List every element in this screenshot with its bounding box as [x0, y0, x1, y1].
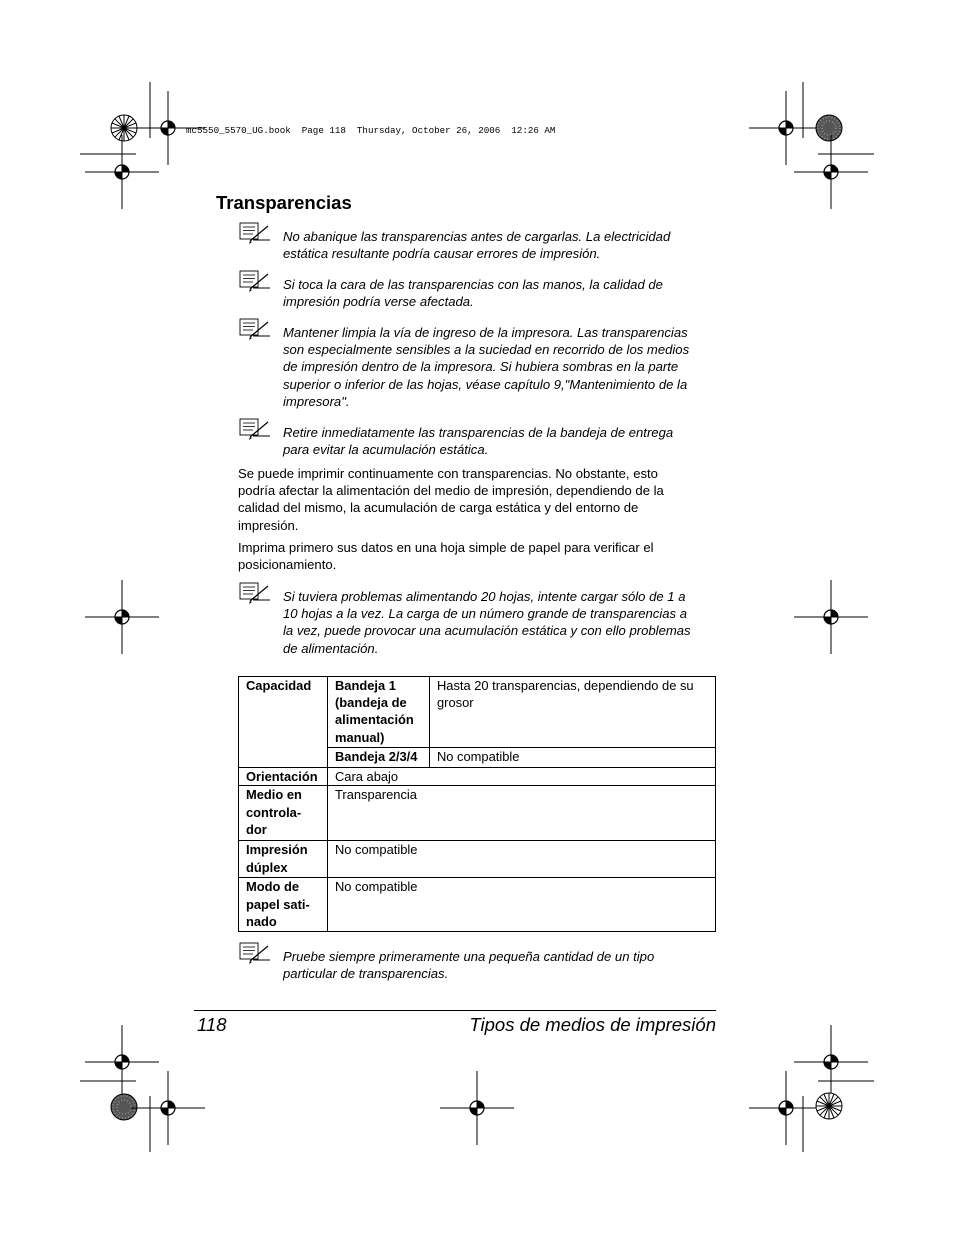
registration-cross — [440, 1071, 514, 1145]
registration-cross — [749, 91, 823, 165]
footer-rule — [194, 1010, 716, 1011]
table-value-cell: No compatible — [328, 878, 716, 932]
registration-cross — [85, 1025, 159, 1099]
table-row — [239, 768, 716, 786]
note-text: No abanique las transparencias antes de cargarlas. La electricidad estática resultante podría causar errores de impresión. — [283, 229, 671, 262]
note-text: Mantener limpia la vía de ingreso de la impresora. Las transparencias son especialmente sensibles a la suciedad en recorrido de los medios de impresión dentro de la impresora. Si hubiera sombras en la parte superior o inferior de las hojas, véase capítulo 9,"Mantenimiento de la impresora". — [283, 325, 690, 409]
note-icon — [239, 222, 272, 246]
table-value-cell: Cara abajo — [328, 768, 716, 786]
registration-cross — [85, 580, 159, 654]
chapter-title: Tipos de medios de impresión — [469, 1014, 716, 1035]
note-icon — [239, 582, 272, 606]
body-paragraph: Se puede imprimir continuamente con transparencias. No obstante, esto podría afectar la alimentación del medio de impresión, dependiendo de la calidad del mismo, la acumulación de carga estática y del entorno de impresión. — [238, 466, 664, 533]
note-icon — [239, 418, 272, 442]
note-text: Retire inmediatamente las transparencias de la bandeja de entrega para evitar la acumulación estática. — [283, 425, 674, 458]
section-title: Transparencias — [216, 192, 352, 213]
table-label-cell: Impresión dúplex — [239, 841, 328, 878]
registration-disk — [111, 1094, 137, 1120]
table-row — [239, 878, 716, 932]
registration-disk — [816, 115, 842, 141]
registration-cross — [85, 135, 159, 209]
transparency-spec-table — [238, 676, 716, 932]
registration-cross — [749, 1071, 823, 1145]
registration-cross — [131, 1071, 205, 1145]
note-text: Si toca la cara de las transparencias con las manos, la calidad de impresión podría verse afectada. — [283, 277, 663, 310]
table-value-cell: Transparencia — [328, 786, 716, 841]
table-sublabel-cell: Bandeja 2/3/4 — [328, 748, 430, 768]
note-text: Pruebe siempre primeramente una pequeña cantidad de un tipo particular de transparencias. — [283, 949, 655, 982]
print-slug: mc5550_5570_UG.book Page 118 Thursday, October 26, 2006 12:26 AM — [186, 125, 556, 136]
note-text: Si tuviera problemas alimentando 20 hojas, intente cargar sólo de 1 a 10 hojas a la vez. La carga de un número grande de transparencias a la vez, puede provocar una acumulación estática y con ello problemas de alimentación. — [283, 589, 691, 656]
note-icon — [239, 942, 272, 966]
table-label-cell: Medio en controla- dor — [239, 786, 328, 841]
note-icon — [239, 318, 272, 342]
table-row — [239, 786, 716, 841]
page-number: 118 — [197, 1014, 227, 1035]
registration-cross — [794, 1025, 868, 1099]
registration-cross — [131, 91, 205, 165]
note-icon — [239, 270, 272, 294]
registration-cross — [794, 580, 868, 654]
table-row — [239, 677, 716, 748]
table-value-cell: No compatible — [430, 748, 716, 768]
registration-starburst — [816, 1093, 842, 1119]
table-sublabel-cell: Bandeja 1 (bandeja de alimentación manual) — [328, 677, 430, 748]
table-value-cell: No compatible — [328, 841, 716, 878]
table-row — [239, 841, 716, 878]
body-paragraph: Imprima primero sus datos en una hoja simple de papel para verificar el posicionamiento. — [238, 540, 654, 573]
table-label-cell: Orientación — [239, 768, 328, 786]
registration-cross — [794, 135, 868, 209]
table-value-cell: Hasta 20 transparencias, dependiendo de su grosor — [430, 677, 716, 748]
table-label-cell: Capacidad — [239, 677, 328, 768]
table-label-cell: Modo de papel sati- nado — [239, 878, 328, 932]
